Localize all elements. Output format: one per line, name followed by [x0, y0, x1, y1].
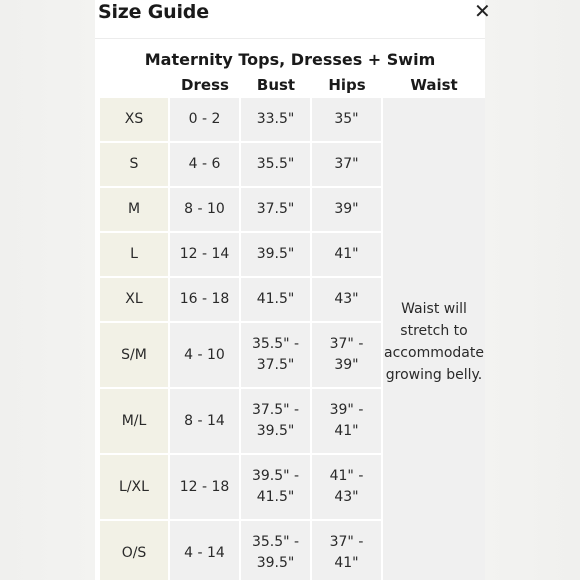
- dress-cell: 12 - 14: [170, 233, 239, 276]
- hips-cell: 43": [312, 278, 381, 321]
- waist-note-cell: Waist will stretch to accommodate growing belly.: [383, 98, 485, 580]
- bust-cell: 33.5": [241, 98, 310, 141]
- hips-cell: 37": [312, 143, 381, 186]
- dress-cell: 16 - 18: [170, 278, 239, 321]
- size-cell: L: [100, 233, 168, 276]
- dress-cell: 0 - 2: [170, 98, 239, 141]
- page-title: Size Guide: [98, 1, 209, 23]
- size-guide-panel: [95, 0, 485, 580]
- dress-cell: 4 - 6: [170, 143, 239, 186]
- column-header-dress: Dress: [181, 76, 229, 94]
- dress-cell: 4 - 10: [170, 323, 239, 387]
- hips-cell: 41" - 43": [312, 455, 381, 519]
- hips-cell: 39" - 41": [312, 389, 381, 453]
- dress-cell: 8 - 10: [170, 188, 239, 231]
- hips-cell: 39": [312, 188, 381, 231]
- size-cell: S/M: [100, 323, 168, 387]
- bust-cell: 37.5": [241, 188, 310, 231]
- bust-cell: 35.5" - 37.5": [241, 323, 310, 387]
- size-cell: S: [100, 143, 168, 186]
- hips-cell: 37" - 41": [312, 521, 381, 580]
- dress-cell: 4 - 14: [170, 521, 239, 580]
- size-table: [100, 98, 485, 580]
- title-bar: [95, 0, 485, 39]
- close-icon[interactable]: ✕: [474, 0, 491, 23]
- size-cell: M/L: [100, 389, 168, 453]
- bust-cell: 41.5": [241, 278, 310, 321]
- bust-cell: 35.5": [241, 143, 310, 186]
- size-cell: XL: [100, 278, 168, 321]
- hips-cell: 37" - 39": [312, 323, 381, 387]
- table-title: Maternity Tops, Dresses + Swim: [144, 50, 436, 69]
- bust-cell: 39.5": [241, 233, 310, 276]
- dress-cell: 8 - 14: [170, 389, 239, 453]
- dress-cell: 12 - 18: [170, 455, 239, 519]
- hips-cell: 41": [312, 233, 381, 276]
- size-cell: O/S: [100, 521, 168, 580]
- column-header-bust: Bust: [256, 76, 296, 94]
- column-header-waist: Waist: [410, 76, 458, 94]
- bust-cell: 35.5" - 39.5": [241, 521, 310, 580]
- bust-cell: 39.5" - 41.5": [241, 455, 310, 519]
- size-cell: L/XL: [100, 455, 168, 519]
- column-header-hips: Hips: [328, 76, 366, 94]
- size-cell: M: [100, 188, 168, 231]
- hips-cell: 35": [312, 98, 381, 141]
- bust-cell: 37.5" - 39.5": [241, 389, 310, 453]
- size-cell: XS: [100, 98, 168, 141]
